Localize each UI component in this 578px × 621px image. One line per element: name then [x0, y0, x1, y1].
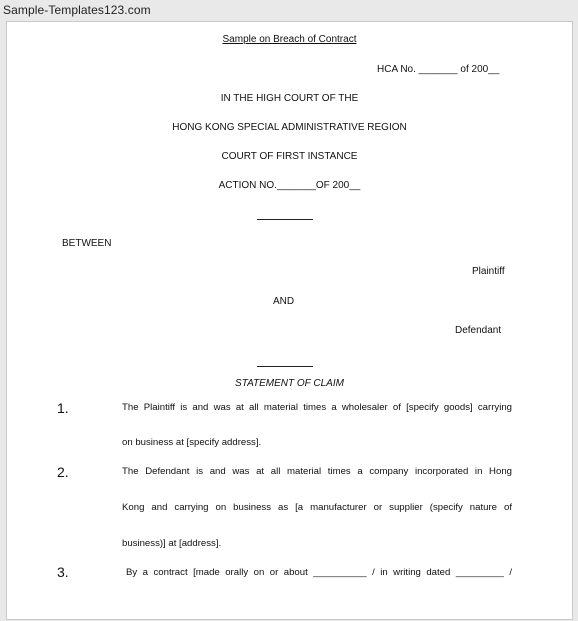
plaintiff-label: Plaintiff — [472, 266, 505, 277]
document-title: Sample on Breach of Contract — [222, 34, 357, 45]
between-label: BETWEEN — [62, 238, 112, 249]
court-line-2: HONG KONG SPECIAL ADMINISTRATIVE REGION — [172, 122, 407, 133]
item-1-line-1: The Plaintiff is and was at all material times a wholesaler of [specify goods] carrying — [122, 402, 512, 413]
divider-rule-top — [257, 219, 313, 220]
and-label: AND — [273, 296, 295, 307]
hca-number: HCA No. _______ of 200__ — [377, 64, 500, 75]
divider-rule-bottom — [257, 366, 313, 367]
item-2-line-2: Kong and carrying on business as [a manufacturer or supplier (specify nature of — [122, 502, 512, 513]
defendant-label: Defendant — [455, 325, 502, 336]
item-1-line-2: on business at [specify address]. — [122, 437, 262, 448]
item-3-number: 3. — [57, 564, 69, 580]
item-1-number: 1. — [57, 400, 69, 416]
court-line-1: IN THE HIGH COURT OF THE — [220, 93, 359, 104]
item-3-line-1: By a contract [made orally on or about __________ / in writing dated _________ / — [126, 567, 512, 578]
document-page — [6, 21, 573, 620]
item-2-line-3: business)] at [address]. — [122, 538, 222, 549]
action-number: ACTION NO._______OF 200__ — [218, 180, 361, 191]
watermark-text: Sample-Templates123.com — [3, 3, 151, 17]
item-2-line-1: The Defendant is and was at all material times a company incorporated in Hong — [122, 466, 512, 477]
item-2-number: 2. — [57, 464, 69, 480]
statement-heading: STATEMENT OF CLAIM — [235, 378, 344, 389]
court-line-3: COURT OF FIRST INSTANCE — [221, 151, 358, 162]
